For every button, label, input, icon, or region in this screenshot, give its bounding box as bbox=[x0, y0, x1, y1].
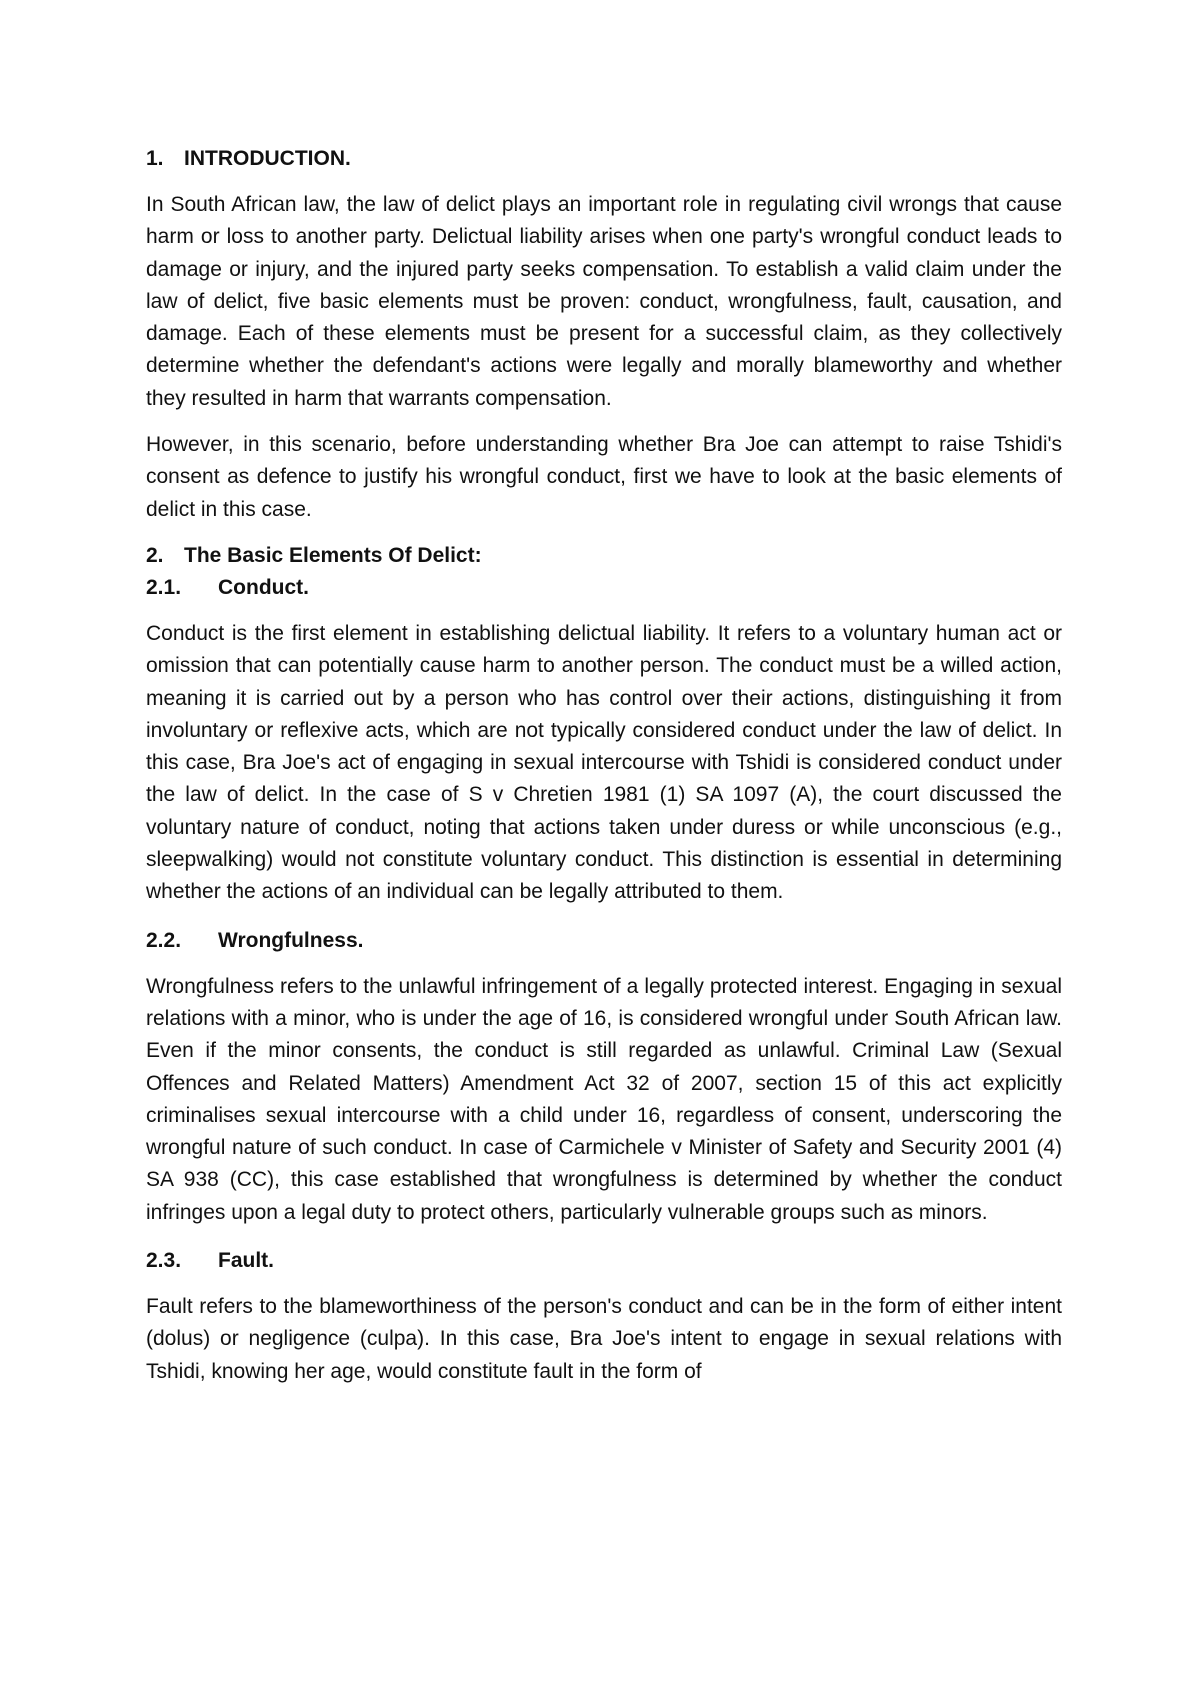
fault-paragraph: Fault refers to the blameworthiness of the person's conduct and can be in the form of either intent (dolus) or negligence (culpa). In this case, Bra Joe's intent to engage in sexual relations with Tshidi, knowing her age, would constitute fault in the form of bbox=[146, 1295, 1062, 1383]
subsection-title: Conduct. bbox=[218, 575, 309, 599]
conduct-paragraph: Conduct is the first element in establishing delictual liability. It refers to a voluntary human act or omission that can potentially cause harm to another person. The conduct must be a willed action, meaning it is carried out by a person who has control over their actions, distinguishing it from involuntary or reflexive acts, which are not typically considered conduct under the law of delict. In this case, Bra Joe's act of engaging in sexual intercourse with Tshidi is considered conduct under the law of delict. In the case of S v Chretien 1981 (1) SA 1097 (A), the court discussed the voluntary nature of conduct, noting that actions taken under duress or while unconscious (e.g., sleepwalking) would not constitute voluntary conduct. This distinction is essential in determining whether the actions of an individual can be legally attributed to them. bbox=[146, 621, 1062, 904]
document-page bbox=[146, 143, 1062, 1388]
subsection-heading-wrongfulness bbox=[146, 925, 1062, 957]
section-number: 2. bbox=[146, 543, 164, 567]
subsection-number: 2.1. bbox=[146, 575, 182, 599]
subsection-heading-conduct bbox=[146, 572, 1062, 604]
section-number: 1. bbox=[146, 147, 164, 170]
introduction-paragraph-1: In South African law, the law of delict plays an important role in regulating civil wrongs that cause harm or loss to another party. Delictual liability arises when one party's wrongful conduct leads to damage or injury, and the injured party seeks compensation. To establish a valid claim under the law of delict, five basic elements must be proven: conduct, wrongfulness, fault, causation, and damage. Each of these elements must be present for a successful claim, as they collectively determine whether the defendant's actions were legally and morally blameworthy and whether they resulted in harm that warrants compensation. bbox=[146, 193, 1062, 410]
wrongfulness-paragraph: Wrongfulness refers to the unlawful infringement of a legally protected interest. Engaging in sexual relations with a minor, who is under the age of 16, is considered wrongful under South African law. Even if the minor consents, the conduct is still regarded as unlawful. Criminal Law (Sexual Offences and Related Matters) Amendment Act 32 of 2007, section 15 of this act explicitly criminalises sexual intercourse with a child under 16, regardless of consent, underscoring the wrongful nature of such conduct. In case of Carmichele v Minister of Safety and Security 2001 (4) SA 938 (CC), this case established that wrongfulness is determined by whether the conduct infringes upon a legal duty to protect others, particularly vulnerable groups such as minors. bbox=[146, 974, 1062, 1224]
subsection-title: Wrongfulness. bbox=[218, 928, 364, 952]
section-heading-introduction bbox=[146, 143, 1062, 175]
section-heading-basic-elements bbox=[146, 540, 1062, 572]
subsection-title: Fault. bbox=[218, 1249, 274, 1273]
section-title: The Basic Elements Of Delict: bbox=[184, 543, 482, 567]
subsection-heading-fault bbox=[146, 1245, 1062, 1277]
introduction-paragraph-2: However, in this scenario, before understanding whether Bra Joe can attempt to raise Tshidi's consent as defence to justify his wrongful conduct, first we have to look at the basic elements of delict in this case. bbox=[146, 433, 1062, 521]
section-title: INTRODUCTION. bbox=[184, 147, 351, 170]
subsection-number: 2.2. bbox=[146, 928, 182, 952]
subsection-number: 2.3. bbox=[146, 1249, 182, 1273]
